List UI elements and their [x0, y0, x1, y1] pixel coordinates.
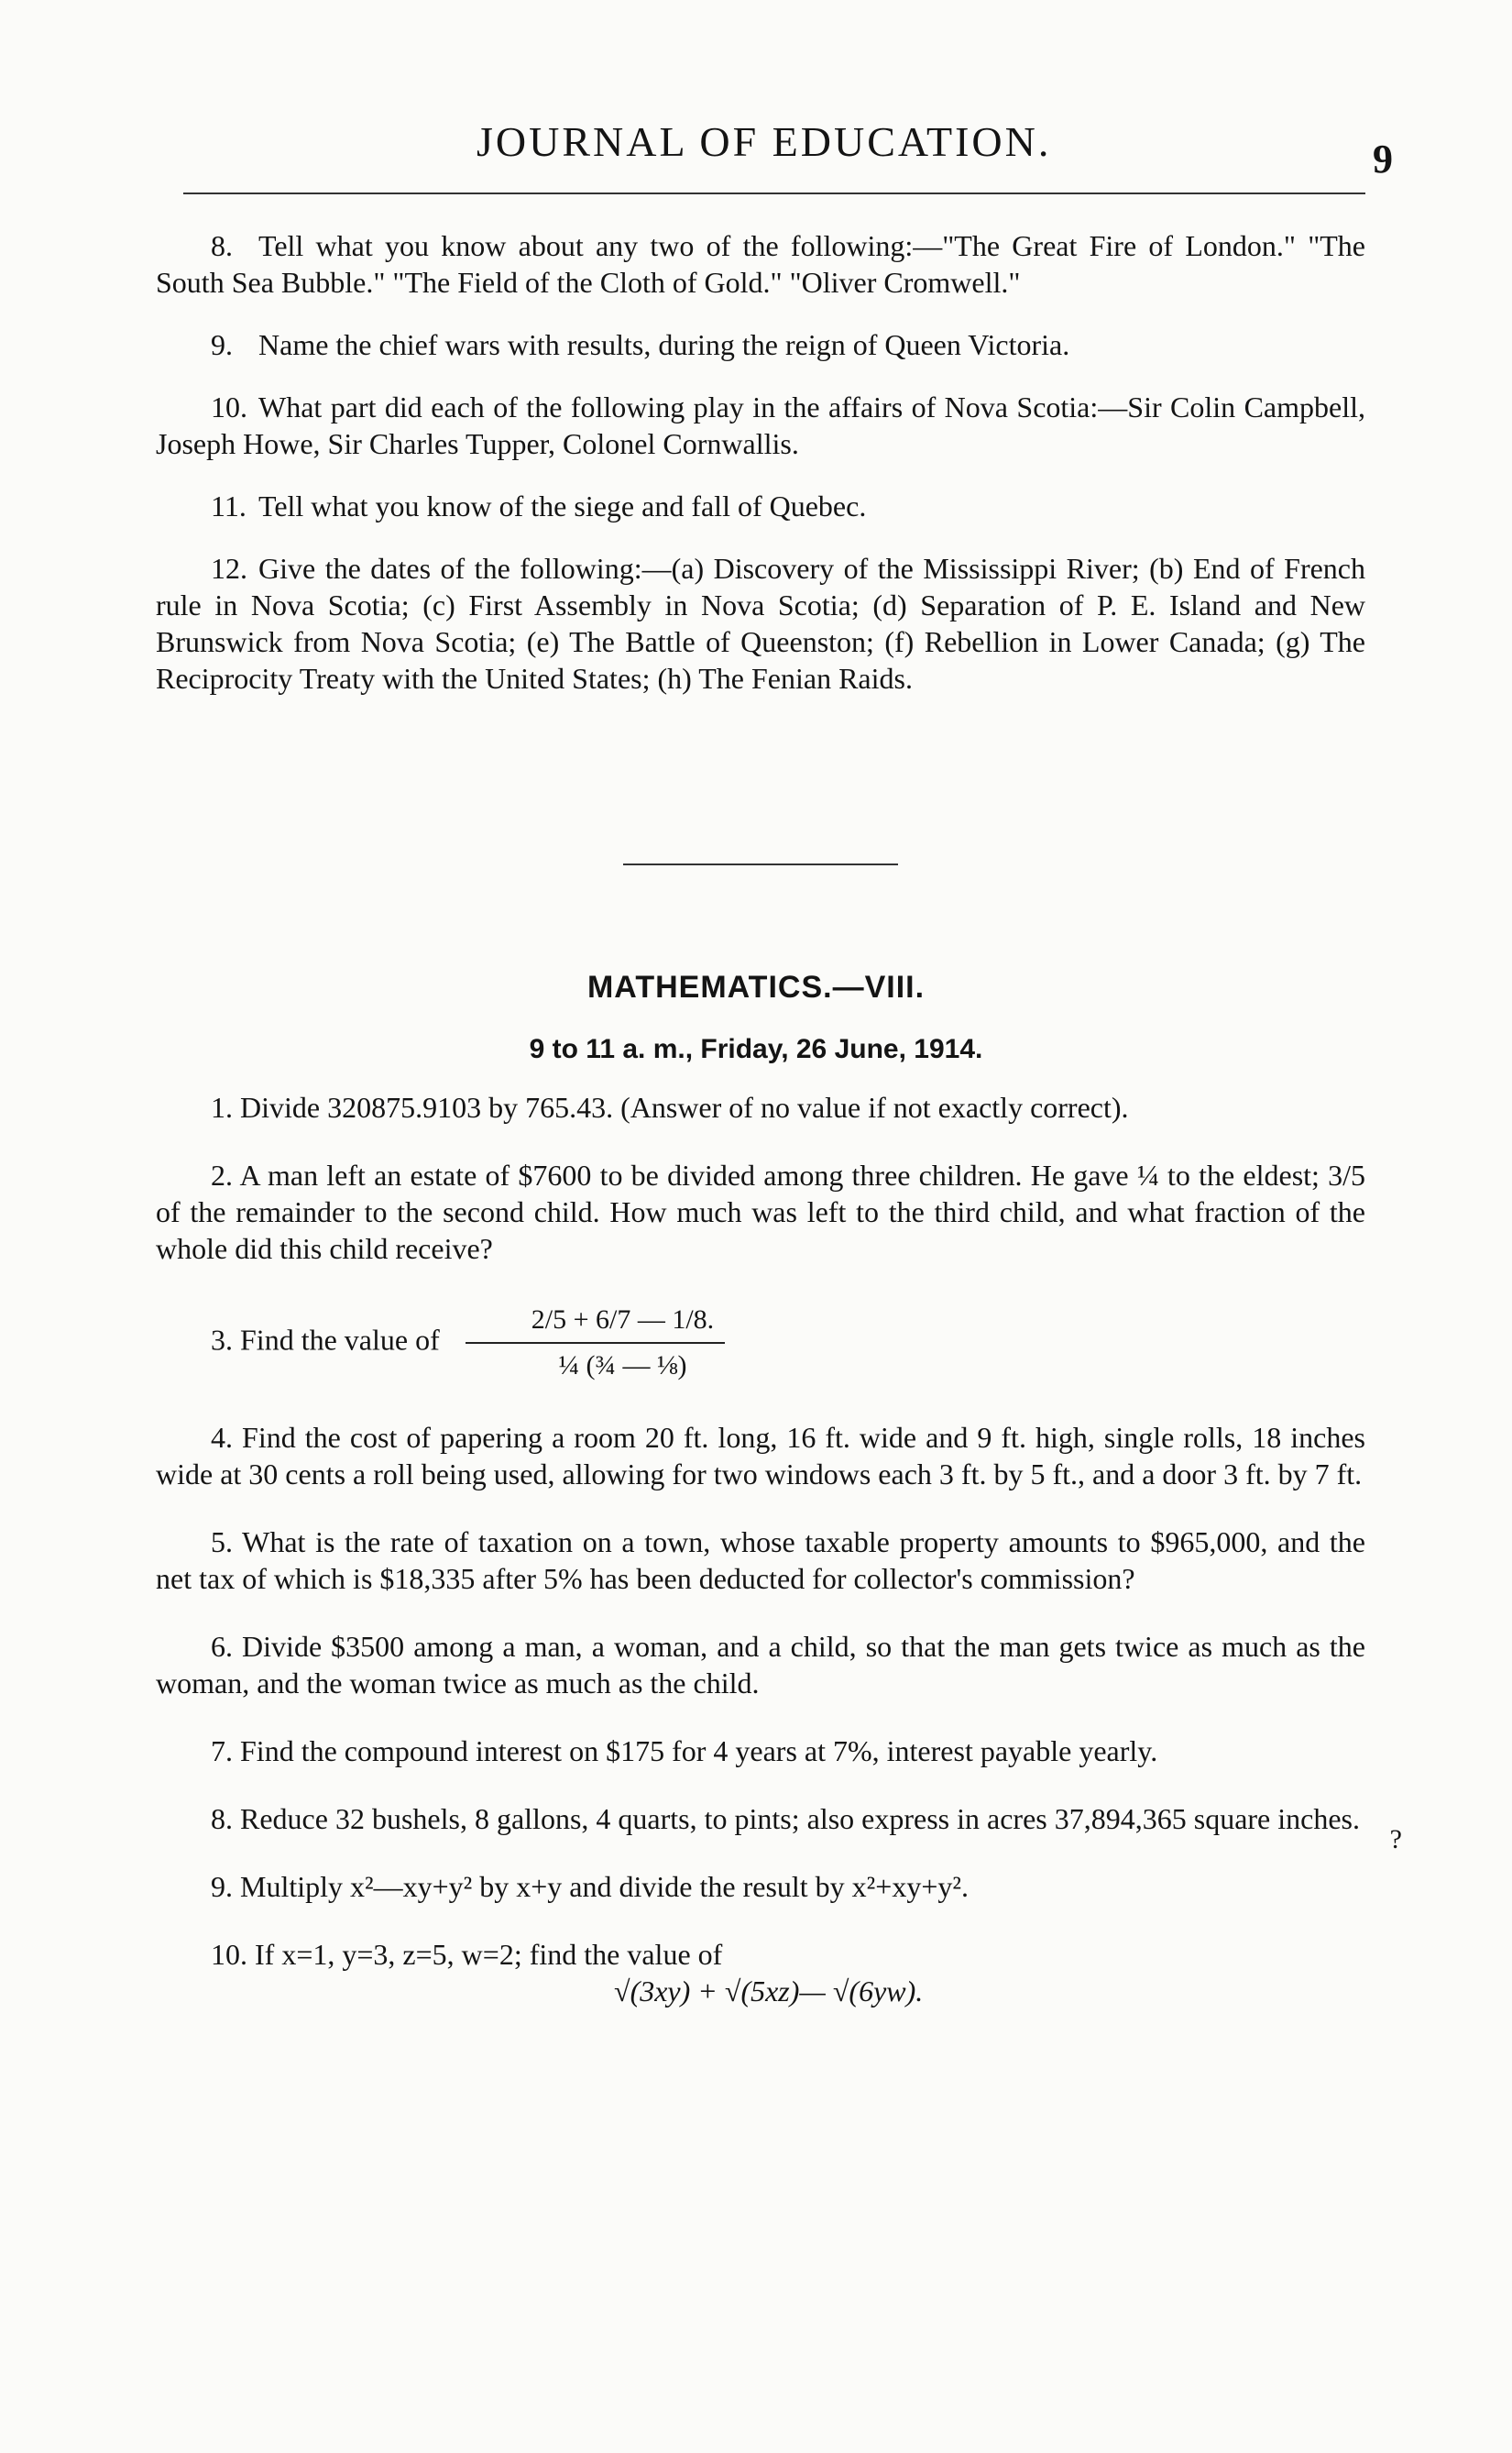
question-text: Find the compound interest on $175 for 4 years at 7%, interest payable yearly.: [240, 1734, 1158, 1767]
question-number: 9.: [211, 1870, 233, 1903]
math-question: [156, 1089, 1365, 1126]
question-number: 9.: [211, 328, 233, 361]
journal-title: JOURNAL OF EDUCATION.: [477, 118, 1052, 165]
question-number: 10.: [211, 390, 247, 424]
history-question: [156, 389, 1365, 462]
math-question: [156, 1936, 1365, 2009]
page-header: [137, 117, 1393, 182]
history-questions: [156, 227, 1365, 722]
question-text: What part did each of the following play in the affairs of Nova Scotia:—Sir Colin Campbell, Joseph Howe, Sir Charles Tupper, Colonel Cornwallis.: [156, 390, 1365, 460]
question-number: 10.: [211, 1938, 247, 1971]
math-question: [156, 1157, 1365, 1267]
question-number: 11.: [211, 490, 247, 522]
math-question: [156, 1524, 1365, 1597]
question-number: 8.: [211, 229, 233, 262]
header-rule: [183, 192, 1365, 194]
math-question: [156, 1298, 1365, 1388]
question-text: Find the value of: [240, 1323, 440, 1357]
question-number: 4.: [211, 1421, 233, 1454]
question-text: Tell what you know about any two of the following:—"The Great Fire of London." "The South Sea Bubble." "The Field of the Cloth of Gold." "Oliver Cromwell.": [156, 229, 1365, 299]
question-number: 12.: [211, 552, 247, 585]
question-number: 1.: [211, 1091, 233, 1124]
question-text: Reduce 32 bushels, 8 gallons, 4 quarts, to pints; also express in acres 37,894,365 square inches.: [240, 1802, 1360, 1835]
math-heading: MATHEMATICS.—VIII.: [586, 970, 926, 1005]
math-question: [156, 1419, 1365, 1492]
history-question: [156, 326, 1365, 363]
question-number: 3.: [211, 1323, 233, 1357]
question-text: Name the chief wars with results, during the reign of Queen Victoria.: [258, 328, 1070, 361]
fraction-numerator: 2/5 + 6/7 — 1/8.: [466, 1298, 725, 1344]
question-text: What is the rate of taxation on a town, whose taxable property amounts to $965,000, and the net tax of which is $18,335 after 5% has been deducted for collector's commission?: [156, 1525, 1366, 1595]
question-number: 5.: [211, 1525, 233, 1558]
question-text: If x=1, y=3, z=5, w=2; find the value of: [255, 1938, 723, 1971]
question-text: Give the dates of the following:—(a) Discovery of the Mississippi River; (b) End of French rule in Nova Scotia; (c) First Assembly in Nova Scotia; (d) Separation of P. E. Island and New Brunswick from Nova Scotia; (e) The Battle of Queenston; (f) Rebellion in Lower Canada; (g) The Reciprocity Treaty with the United States; (h) The Fenian Raids.: [156, 552, 1365, 695]
margin-mark: ?: [1389, 1824, 1402, 1854]
question-text: Tell what you know of the siege and fall of Quebec.: [258, 490, 867, 522]
question-text: Divide 320875.9103 by 765.43. (Answer of no value if not exactly correct).: [240, 1091, 1129, 1124]
exam-time: 9 to 11 a. m., Friday, 26 June, 1914.: [529, 1034, 983, 1064]
question-text: Find the cost of papering a room 20 ft. long, 16 ft. wide and 9 ft. high, single rolls, 18 inches wide at 30 cents a roll being used, allowing for two windows each 3 ft. by 5 ft., and a door 3 ft. by 7 ft.: [156, 1421, 1366, 1490]
fraction-expression: [466, 1298, 725, 1388]
history-question: [156, 227, 1365, 301]
math-question: [156, 1800, 1365, 1837]
question-number: 7.: [211, 1734, 233, 1767]
question-text: A man left an estate of $7600 to be divided among three children. He gave ¼ to the eldest; 3/5 of the remainder to the second child. How much was left to the third child, and what fraction of the whole did this child receive?: [156, 1159, 1366, 1265]
math-question: [156, 1732, 1365, 1769]
history-question: [156, 488, 1365, 524]
formula: √(3xy) + √(5xz)— √(6yw).: [614, 1974, 924, 2008]
page-number: 9: [1373, 137, 1393, 182]
question-number: 6.: [211, 1630, 233, 1663]
history-question: [156, 550, 1365, 697]
question-number: 8.: [211, 1802, 233, 1835]
math-question: [156, 1628, 1365, 1701]
question-text: Multiply x²—xy+y² by x+y and divide the result by x²+xy+y².: [240, 1870, 969, 1903]
math-questions: [156, 1089, 1365, 2040]
question-text: Divide $3500 among a man, a woman, and a child, so that the man gets twice as much as the woman, and the woman twice as much as the child.: [156, 1630, 1366, 1700]
math-question: [156, 1868, 1365, 1905]
section-divider: [623, 864, 898, 865]
fraction-denominator: ¼ (¾ — ⅛): [558, 1350, 687, 1380]
question-number: 2.: [211, 1159, 233, 1192]
